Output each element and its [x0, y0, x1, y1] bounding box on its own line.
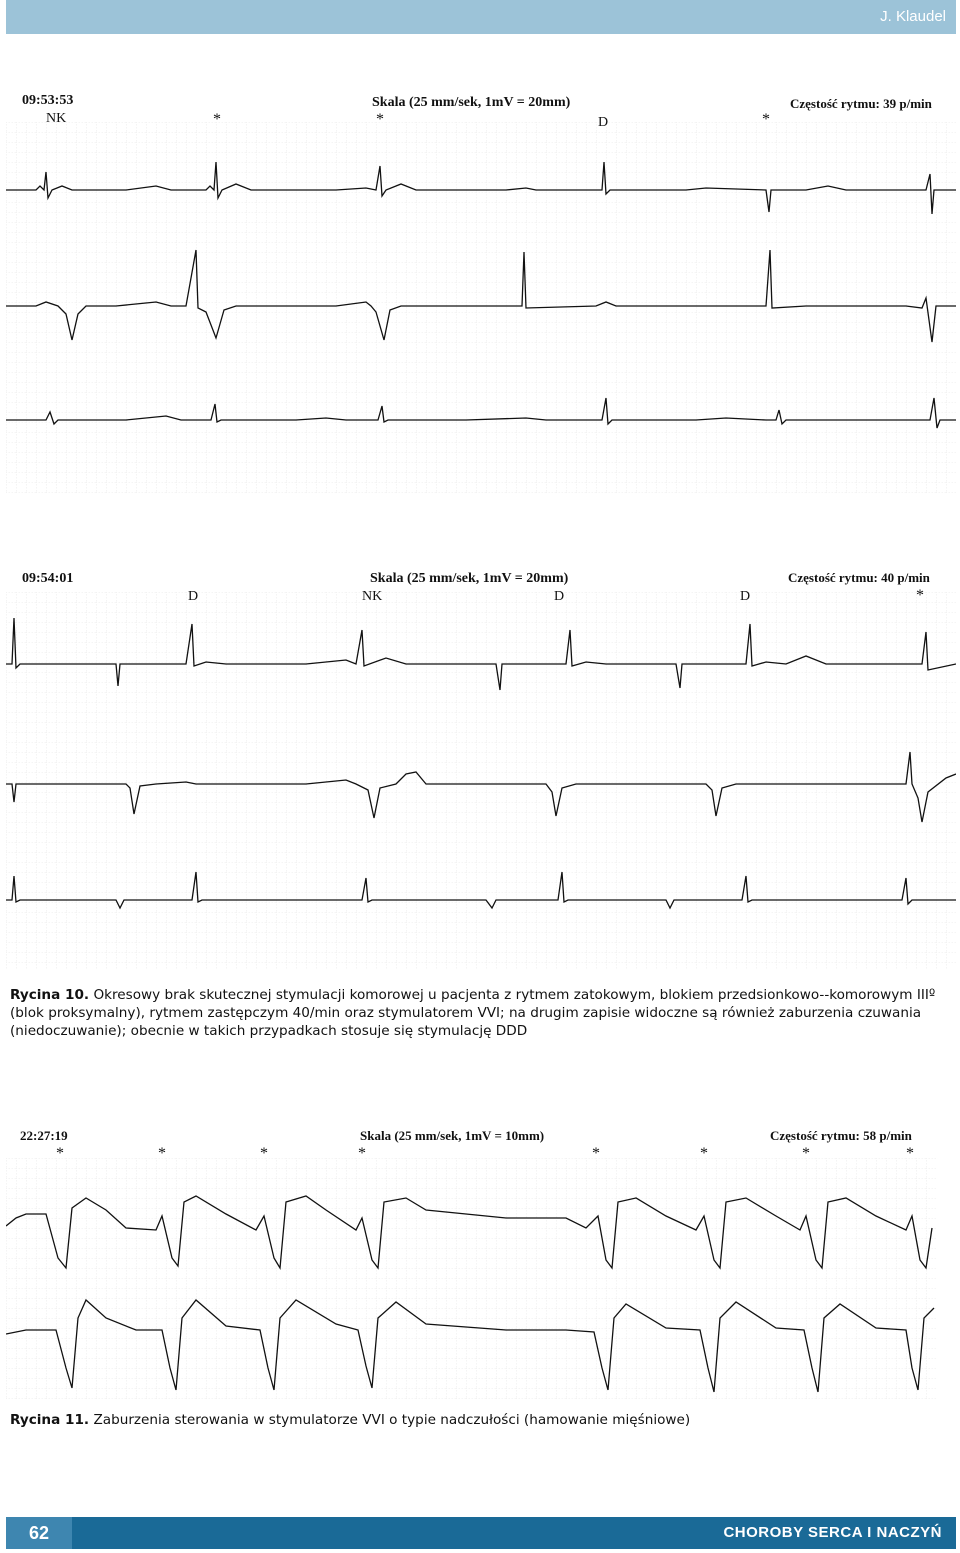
- ecg3-scale: Skala (25 mm/sek, 1mV = 10mm): [360, 1128, 545, 1143]
- ecg3-marker-3: *: [260, 1145, 268, 1162]
- caption-fig11-label: Rycina 11.: [10, 1412, 90, 1428]
- ecg1-marker-1: NK: [46, 111, 67, 126]
- header-author: J. Klaudel: [880, 8, 946, 25]
- ecg1-scale: Skala (25 mm/sek, 1mV = 20mm): [372, 95, 571, 110]
- ecg3-marker-8: *: [906, 1145, 914, 1162]
- ecg-strip-2: [6, 552, 956, 970]
- caption-fig10: [10, 986, 950, 1040]
- ecg-strip-1: [6, 82, 956, 494]
- ecg1-time: 09:53:53: [22, 93, 74, 108]
- ecg3-marker-4: *: [358, 1145, 366, 1162]
- caption-fig10-label: Rycina 10.: [10, 987, 90, 1003]
- ecg2-rate: Częstość rytmu: 40 p/min: [788, 570, 930, 585]
- caption-fig11: [10, 1411, 950, 1429]
- ecg-strip-3-svg: [6, 1118, 956, 1400]
- journal-name: CHOROBY SERCA I NACZYŃ: [723, 1524, 942, 1541]
- page-number: 62: [6, 1517, 72, 1549]
- ecg1-marker-5: *: [762, 111, 770, 128]
- ecg3-rate: Częstość rytmu: 58 p/min: [770, 1128, 912, 1143]
- caption-fig11-text: Zaburzenia sterowania w stymulatorze VVI o typie nadczułości (hamowanie mięśniowe): [93, 1412, 691, 1428]
- caption-fig10-text: Okresowy brak skutecznej stymulacji komorowej u pacjenta z rytmem zatokowym, blokiem przedsionkowo--komorowym IIIº (blok proksymalny), rytmem zastępczym 40/min oraz stymulatorem VVI; na drugim zapisie widoczne są również zaburzenia czuwania (niedoczuwanie); obecnie w takich przypadkach stosuje się stymulację DDD: [10, 987, 936, 1039]
- ecg3-marker-6: *: [700, 1145, 708, 1162]
- ecg3-time: 22:27:19: [20, 1128, 68, 1143]
- ecg1-marker-2: *: [213, 111, 221, 128]
- ecg3-marker-1: *: [56, 1145, 64, 1162]
- ecg3-marker-7: *: [802, 1145, 810, 1162]
- ecg-strip-1-svg: [6, 82, 956, 494]
- ecg-strip-2-svg: [6, 552, 956, 970]
- ecg3-marker-5: *: [592, 1145, 600, 1162]
- ecg1-marker-4: D: [598, 115, 609, 130]
- ecg2-marker-4: D: [740, 589, 751, 604]
- header-bar: [6, 0, 956, 34]
- ecg2-scale: Skala (25 mm/sek, 1mV = 20mm): [370, 571, 569, 586]
- ecg2-marker-3: D: [554, 589, 565, 604]
- ecg3-marker-2: *: [158, 1145, 166, 1162]
- ecg1-marker-3: *: [376, 111, 384, 128]
- ecg1-rate: Częstość rytmu: 39 p/min: [790, 96, 932, 111]
- ecg2-marker-1: D: [188, 589, 199, 604]
- ecg2-marker-2: NK: [362, 589, 383, 604]
- ecg2-marker-5: *: [916, 587, 924, 604]
- ecg2-time: 09:54:01: [22, 571, 74, 586]
- ecg-strip-3: [6, 1118, 956, 1400]
